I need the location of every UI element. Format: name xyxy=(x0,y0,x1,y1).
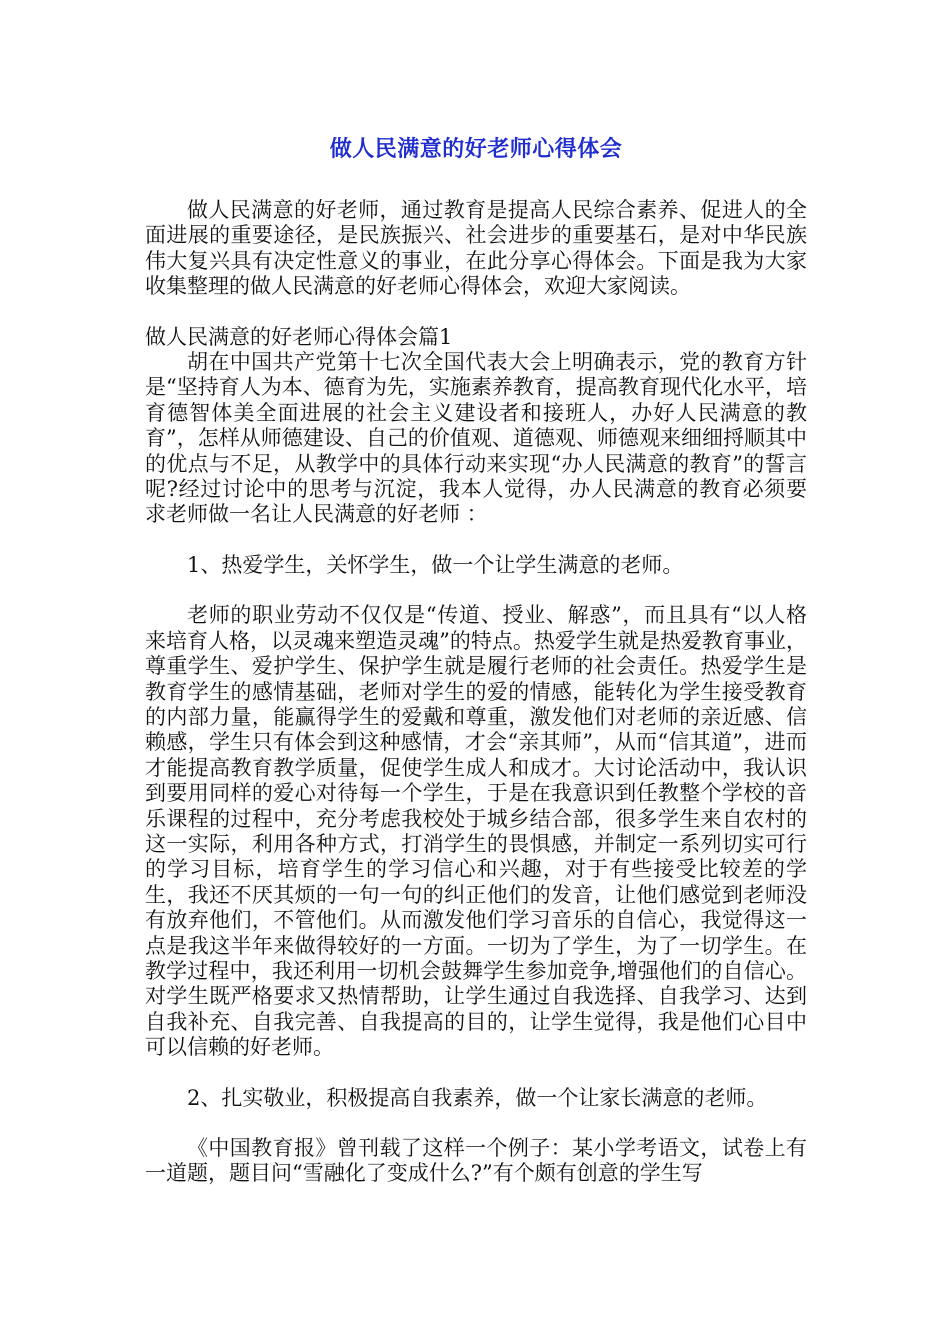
point-2-paragraph: 《中国教育报》曾刊载了这样一个例子：某小学考语文，试卷上有一道题，题目问“雪融化了变成什么?”有个颇有创意的学生写 xyxy=(145,1136,807,1186)
point-2-heading: 2、扎实敬业，积极提高自我素养，做一个让家长满意的老师。 xyxy=(187,1085,768,1110)
section-title: 做人民满意的好老师心得体会篇1 xyxy=(145,324,453,349)
intro-paragraph: 做人民满意的好老师，通过教育是提高人民综合素养、促进人的全面进展的重要途径，是民族振兴、社会进步的重要基石，是对中华民族伟大复兴具有决定性意义的事业，在此分享心得体会。下面是我为大家收集整理的做人民满意的好老师心得体会，欢迎大家阅读。 xyxy=(145,198,807,299)
paragraph-gap xyxy=(145,1111,807,1136)
paragraph-gap xyxy=(145,528,807,553)
paragraph-gap xyxy=(145,1061,807,1086)
paragraph-gap xyxy=(145,578,807,603)
paragraph-gap xyxy=(145,300,807,325)
point-1-paragraph: 老师的职业劳动不仅仅是“传道、授业、解惑”，而且具有“以人格来培育人格，以灵魂来塑造灵魂”的特点。热爱学生就是热爱教育事业，尊重学生、爱护学生、保护学生就是履行老师的社会责任。热爱学生是教育学生的感情基础，老师对学生的爱的情感，能转化为学生接受教育的内部力量，能赢得学生的爱戴和尊重，激发他们对老师的亲近感、信赖感，学生只有体会到这种感情，才会“亲其师”，从而“信其道”，进而才能提高教育教学质量，促使学生成人和成才。大讨论活动中，我认识到要用同样的爱心对待每一个学生，于是在我意识到任教整个学校的音乐课程的过程中，充分考虑我校处于城乡结合部，很多学生来自农村的这一实际，利用各种方式，打消学生的畏惧感，并制定一系列切实可行的学习目标，培育学生的学习信心和兴趣，对于有些接受比较差的学生，我还不厌其烦的一句一句的纠正他们的发音，让他们感觉到老师没有放弃他们，不管他们。从而激发他们学习音乐的自信心，我觉得这一点是我这半年来做得较好的一方面。一切为了学生，为了一切学生。在教学过程中，我还利用一切机会鼓舞学生参加竞争,增强他们的自信心。对学生既严格要求又热情帮助，让学生通过自我选择、自我学习、达到自我补充、自我完善、自我提高的目的，让学生觉得，我是他们心目中可以信赖的好老师。 xyxy=(145,603,807,1060)
document-body xyxy=(145,198,807,1187)
document-title: 做人民满意的好老师心得体会 xyxy=(329,137,623,162)
point-1-heading: 1、热爱学生，关怀学生，做一个让学生满意的老师。 xyxy=(187,552,684,577)
section-paragraph: 胡在中国共产党第十七次全国代表大会上明确表示，党的教育方针是“坚持育人为本、德育为先，实施素养教育，提高教育现代化水平，培育德智体美全面进展的社会主义建设者和接班人，办好人民满意的教育”，怎样从师德建设、自己的价值观、道德观、师德观来细细捋顺其中的优点与不足，从教学中的具体行动来实现“办人民满意的教育”的誓言呢?经过讨论中的思考与沉淀，我本人觉得，办人民满意的教育必须要求老师做一名让人民满意的好老师 ： xyxy=(145,350,807,527)
